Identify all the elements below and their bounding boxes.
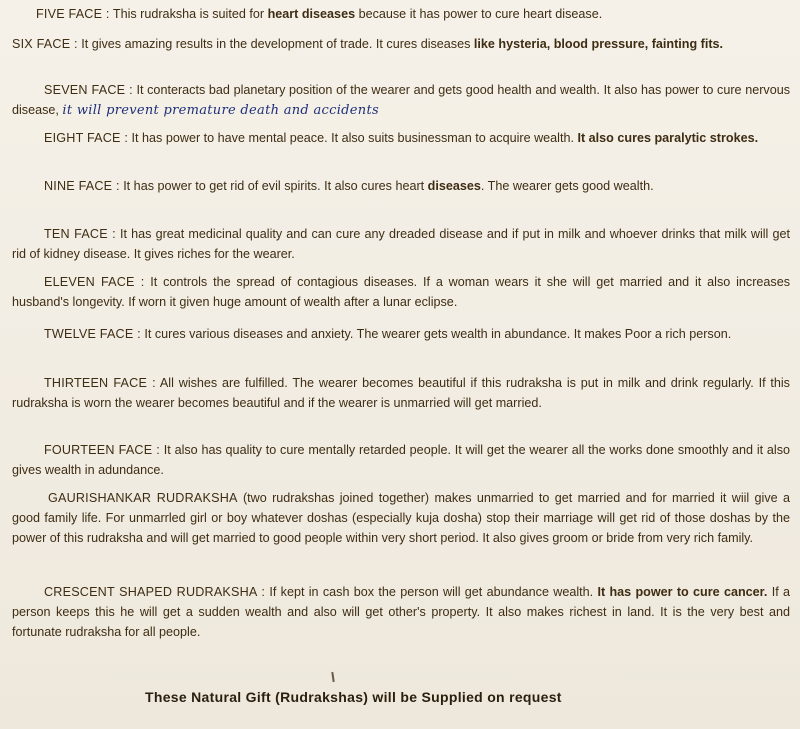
- entry-label: EIGHT FACE :: [44, 131, 129, 145]
- entry-text: It gives amazing results in the development of trade. It cures diseases: [81, 37, 474, 51]
- entry-text: (two rudrakshas joined together) makes unmarried to get married and for married it wiil give a good family life. For unmarrled girl or boy whatever doshas (especially kuja dosha) stop their marriage will get rid of those doshas by the power of this rudraksha and will get married to good people within very short period. It also gives groom or bride from very rich family.: [12, 491, 791, 545]
- entry-text: It has power to get rid of evil spirits. It also cures heart: [123, 179, 428, 193]
- entry-label: TEN FACE :: [44, 227, 116, 241]
- entry-label: THIRTEEN FACE :: [44, 376, 156, 390]
- entry-text: All wishes are fulfilled. The wearer becomes beautiful if this rudraksha is put in milk and drink regularly. If this rudraksha is worn the wearer becomes beautiful and if the wearer is unmarried will get married.: [12, 376, 790, 410]
- entry-text-tail: . The wearer gets good wealth.: [480, 179, 654, 193]
- supply-notice: These Natural Gift (Rudrakshas) will be Supplied on request: [145, 689, 562, 705]
- entry-text: This rudraksha is suited for: [112, 7, 268, 21]
- entry-emphasis: heart diseases: [267, 7, 356, 21]
- entry-ten-face: [12, 224, 790, 264]
- entry-label: SEVEN FACE :: [44, 83, 133, 97]
- entry-emphasis: diseases: [427, 179, 481, 193]
- entry-label: FIVE FACE :: [36, 7, 110, 21]
- entry-five-face: [36, 4, 776, 24]
- entry-eight-face: [12, 128, 790, 148]
- entry-text: It has great medicinal quality and can cure any dreaded disease and if put in milk and whoever drinks that milk will get rid of kidney disease. It gives riches for the wearer.: [12, 227, 790, 261]
- entry-text: It has power to have mental peace. It also suits businessman to acquire wealth.: [131, 131, 578, 145]
- entry-gaurishankar: [12, 488, 790, 548]
- entry-text: It also has quality to cure mentally retarded people. It will get the wearer all the works done smoothly and it also gives wealth in adundance.: [12, 443, 791, 477]
- entry-six-face: [12, 34, 790, 54]
- entry-seven-face: [12, 80, 790, 121]
- entry-label: SIX FACE :: [12, 37, 78, 51]
- entry-text-tail: If a person keeps this he will get a sudden wealth and also will get other's property. It also makes richest in land. It is the very best and fortunate rudraksha for all people.: [12, 585, 791, 639]
- entry-label: FOURTEEN FACE :: [44, 443, 160, 457]
- entry-text: It conteracts bad planetary position of the wearer and gets good health and wealth. It also has power to cure nervous disease,: [12, 83, 791, 117]
- entry-text: It cures various diseases and anxiety. The wearer gets wealth in abundance. It makes Poor a rich person.: [144, 327, 732, 341]
- entry-emphasis: It has power to cure cancer.: [597, 585, 768, 599]
- pen-mark: [331, 672, 334, 682]
- entry-nine-face: [12, 176, 790, 196]
- entry-fourteen-face: [12, 440, 790, 480]
- handwritten-note: it will prevent premature death and accidents: [62, 103, 379, 118]
- entry-text: It controls the spread of contagious diseases. If a woman wears it she will get married and it also increases husband's longevity. If worn it given huge amount of wealth after a lunar eclipse.: [12, 275, 790, 309]
- entry-emphasis: like hysteria, blood pressure, fainting fits.: [473, 37, 724, 51]
- entry-label: ELEVEN FACE :: [44, 275, 145, 289]
- entry-emphasis: It also cures paralytic strokes.: [577, 131, 759, 145]
- entry-thirteen-face: [12, 373, 790, 413]
- entry-label: CRESCENT SHAPED RUDRAKSHA :: [44, 585, 266, 599]
- entry-label: NINE FACE :: [44, 179, 120, 193]
- entry-text: If kept in cash box the person will get abundance wealth.: [269, 585, 598, 599]
- entry-label: TWELVE FACE :: [44, 327, 141, 341]
- entry-twelve-face: [12, 324, 790, 344]
- entry-text-tail: because it has power to cure heart disease.: [355, 7, 603, 21]
- entry-label: GAURISHANKAR RUDRAKSHA: [48, 491, 238, 505]
- entry-crescent-shaped: [12, 582, 790, 642]
- entry-eleven-face: [12, 272, 790, 312]
